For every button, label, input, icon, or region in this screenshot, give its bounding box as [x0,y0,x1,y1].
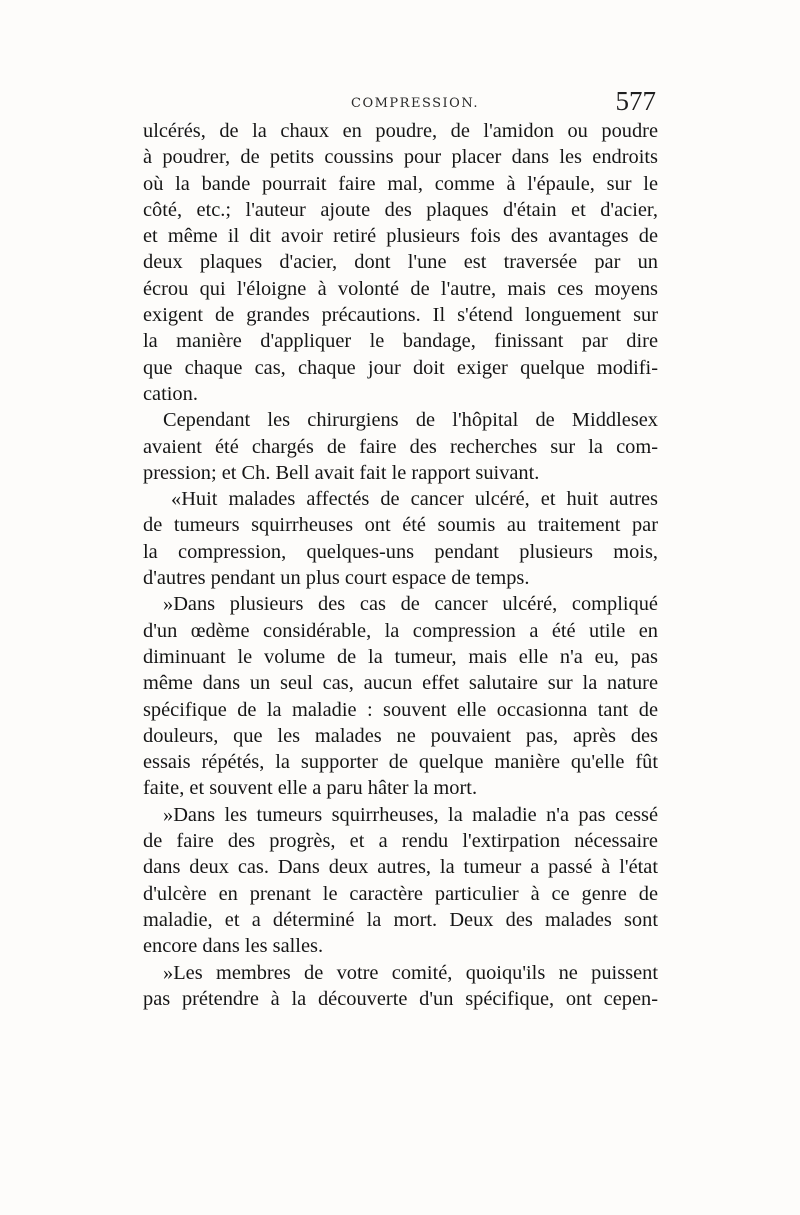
running-title: COMPRESSION. [351,96,479,111]
quote-start-line: »Dans plusieurs des cas de cancer ulcéré, compliqué [163,593,658,616]
text-line: maladie, et a déterminé la mort. Deux des malades sont [143,908,658,931]
text-line: de tumeurs squirrheuses ont été soumis au traitement par [143,514,658,537]
text-line: écrou qui l'éloigne à volonté de l'autre, mais ces moyens [143,277,658,300]
text-line: douleurs, que les malades ne pouvaient pas, après des [143,724,658,747]
text-line: cation. [143,382,198,405]
text-line: de faire des progrès, et a rendu l'extirpation nécessaire [143,830,658,853]
text-line: avaient été chargés de faire des recherches sur la com- [143,435,658,458]
text-line: essais répétés, la supporter de quelque manière qu'elle fût [143,751,658,774]
text-line: que chaque cas, chaque jour doit exiger quelque modifi- [143,356,658,379]
text-line: ulcérés, de la chaux en poudre, de l'amidon ou poudre [143,120,658,142]
text-line: où la bande pourrait faire mal, comme à l'épaule, sur le [143,172,658,195]
text-line: côté, etc.; l'auteur ajoute des plaques d'étain et d'acier, [143,198,658,221]
text-line: faite, et souvent elle a paru hâter la mort. [143,777,478,800]
text-line: deux plaques d'acier, dont l'une est traversée par un [143,251,658,274]
text-line: même dans un seul cas, aucun effet salutaire sur la nature [143,672,658,695]
text-line: spécifique de la maladie : souvent elle occasionna tant de [143,698,658,721]
text-line: encore dans les salles. [143,935,324,958]
text-line: d'autres pendant un plus court espace de temps. [143,567,530,590]
body-text [143,118,658,1012]
text-line: la manière d'appliquer le bandage, finissant par dire [143,330,658,353]
text-line: diminuant le volume de la tumeur, mais elle n'a eu, pas [143,645,658,668]
text-line: exigent de grandes précautions. Il s'étend longuement sur [143,304,658,327]
paragraph-start-line: Cependant les chirurgiens de l'hôpital de Middlesex [163,409,658,432]
text-line: pression; et Ch. Bell avait fait le rapport suivant. [143,461,540,484]
page-number: 577 [615,86,656,116]
quote-start-line: »Dans les tumeurs squirrheuses, la maladie n'a pas cessé [163,803,658,826]
text-line: d'un œdème considérable, la compression a été utile en [143,619,658,642]
text-line: à poudrer, de petits coussins pour placer dans les endroits [143,146,658,169]
text-line: pas prétendre à la découverte d'un spécifique, ont cepen- [143,987,658,1010]
text-line: d'ulcère en prenant le caractère particulier à ce genre de [143,882,658,905]
text-line: et même il dit avoir retiré plusieurs fois des avantages de [143,225,658,248]
text-line: dans deux cas. Dans deux autres, la tumeur a passé à l'état [143,856,658,879]
text-line: la compression, quelques-uns pendant plusieurs mois, [143,540,658,563]
quote-start-line: «Huit malades affectés de cancer ulcéré, et huit autres [171,488,658,511]
quote-start-line: »Les membres de votre comité, quoiqu'ils ne puissent [163,961,658,984]
